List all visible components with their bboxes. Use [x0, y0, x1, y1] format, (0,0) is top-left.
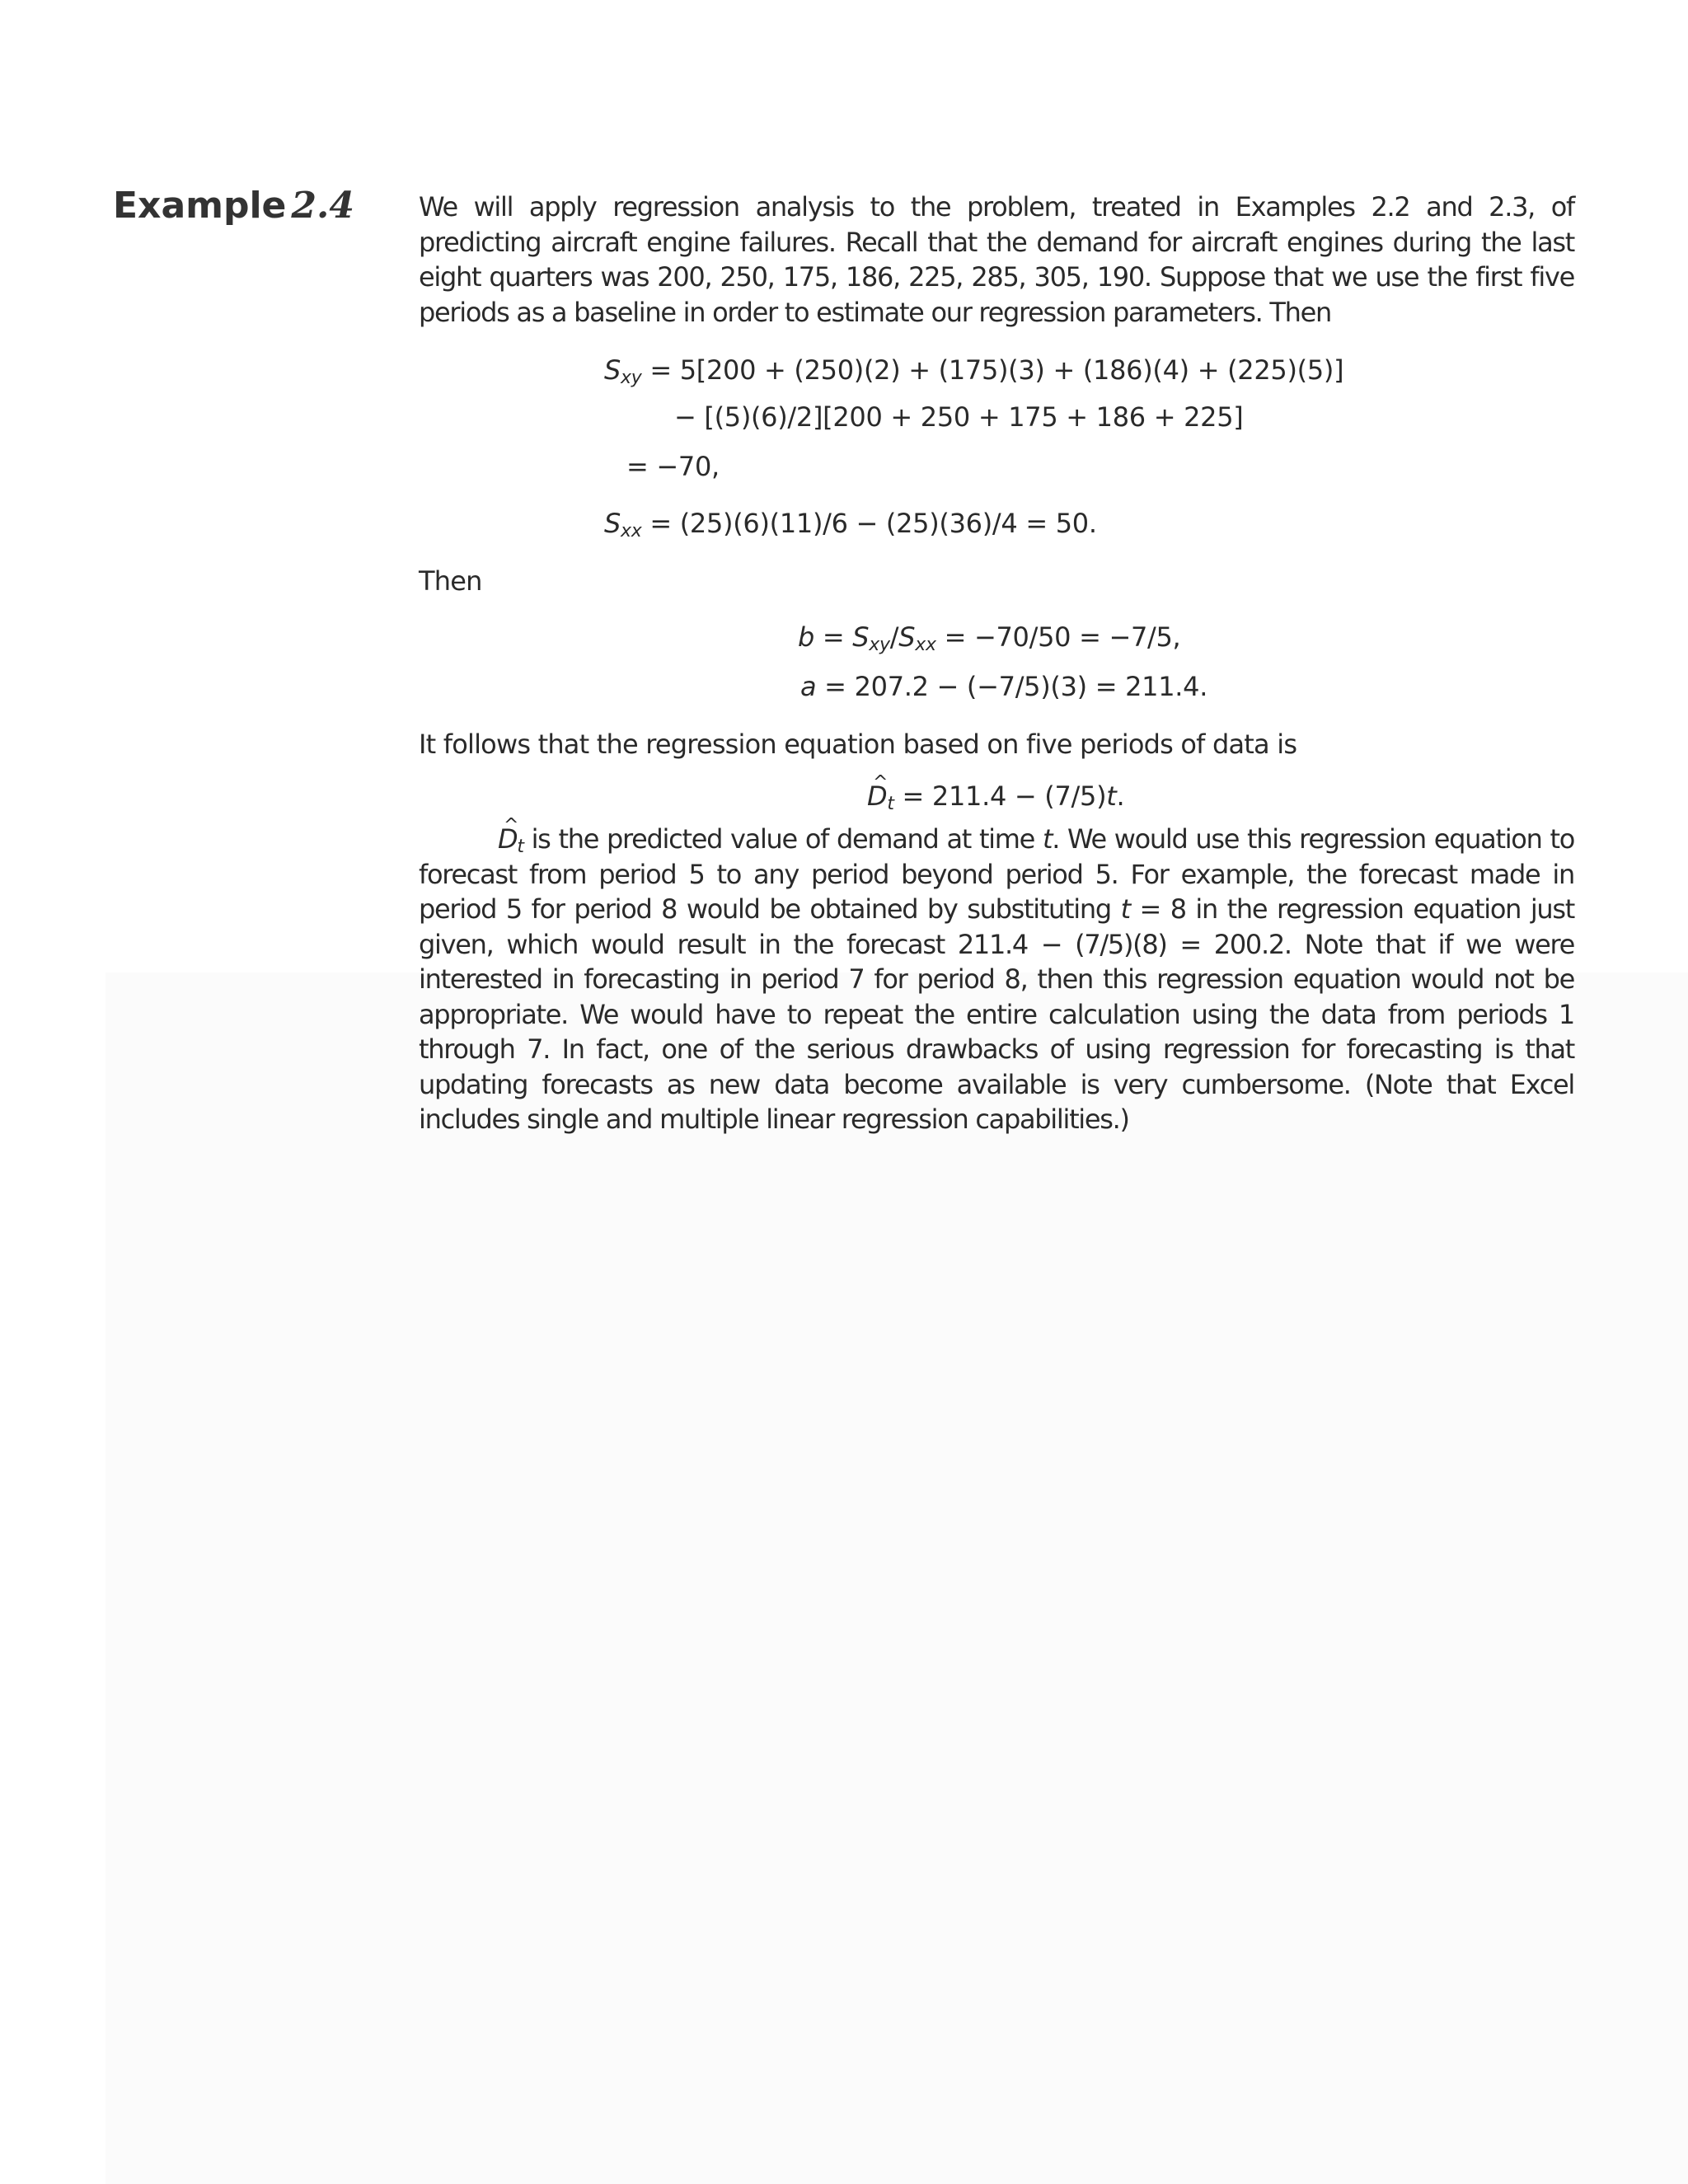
equation-sxx: $S_{xx} = (25)(6)(11)/6 - (25)(36)/4 = 50$.	[604, 508, 1097, 541]
equation-sxy-line3: = −70,	[626, 451, 720, 482]
equation-b: $b = S_{xy}/S_{xx} = -70/50 = -7/5$,	[798, 621, 1181, 655]
example-number: 2.4	[291, 185, 354, 227]
closing-text-2: . We would use this regression equation to forecast from period 5 to any period beyond period 5. For example, the forecast made in period 5 for period 8 would be obtained by substituting	[419, 823, 1574, 925]
follows-line: It follows that the regression equation based on five periods of data is	[419, 729, 1297, 760]
equation-sxx-rhs: = (25)(6)(11)/6 − (25)(36)/4 = 50.	[641, 508, 1097, 539]
equation-dt: ^ $D_t = 211.4 - (7/5)t$.	[867, 779, 1124, 813]
example-word: Example	[113, 185, 287, 227]
example-heading	[113, 183, 354, 229]
equation-sxy-line2: − [(5)(6)/2][200 + 250 + 175 + 186 + 225]	[674, 401, 1244, 433]
closing-text-3: = 8 in the regression equation just given, which would result in the forecast 211.4 − (7/5)(8) = 200.2. Note that if we were interested in forecasting in period 7 for period 8, then this regression equation would not be appropriate. We would have to repeat the entire calculation using the data from periods 1 through 7. In fact, one of the serious drawbacks of using regression for forecasting is that updating forecasts as new data become available is very cumbersome. (Note that Excel includes single and multiple linear regression capabilities.)	[419, 893, 1575, 1135]
equation-a: a = 207.2 − (−7/5)(3) = 211.4.	[800, 671, 1208, 702]
intro-paragraph: We will apply regression analysis to the problem, treated in Examples 2.2 and 2.3, of predicting aircraft engine failures. Recall that the demand for aircraft engines during the last eight quarters was 200, 250, 175, 186, 225, 285, 305, 190. Suppose that we use the first five periods as a baseline in order to estimate our regression parameters. Then	[419, 191, 1574, 328]
equation-a-rhs: = 207.2 − (−7/5)(3) = 211.4.	[816, 671, 1208, 702]
then-label: Then	[419, 565, 482, 597]
equation-sxy-line1-rhs: = 5[200 + (250)(2) + (175)(3) + (186)(4) + (225)(5)]	[641, 354, 1344, 386]
closing-text-1: is the predicted value of demand at time	[523, 823, 1043, 855]
equation-b-rhs: = −70/50 = −7/5,	[935, 621, 1181, 653]
equation-dt-rhs: = 211.4 − (7/5)	[893, 780, 1107, 812]
page-background-tint	[106, 972, 1688, 2184]
equation-sxy-line1: $S_{xy} = 5[200 + (250)(2) + (175)(3) + (186)(4) + (225)(5)]$	[604, 354, 1344, 388]
closing-paragraph: ^ $D_t$ is the predicted value of demand at time t. We would use this regression equation to forecast from period 5 to any period beyond period 5. For example, the forecast made in period 5 for period 8 would be obtained by substituting t = 8 in the regression equation just given, which would result in the forecast 211.4 − (7/5)(8) = 200.2. Note that if we were interested in forecasting in period 7 for period 8, then this regression equation would not be appropriate. We would have to repeat the entire calculation using the data from periods 1 through 7. In fact, one of the serious drawbacks of using regression for forecasting is that updating forecasts as new data become available is very cumbersome. (Note that Excel includes single and multiple linear regression capabilities.)	[419, 822, 1574, 1137]
